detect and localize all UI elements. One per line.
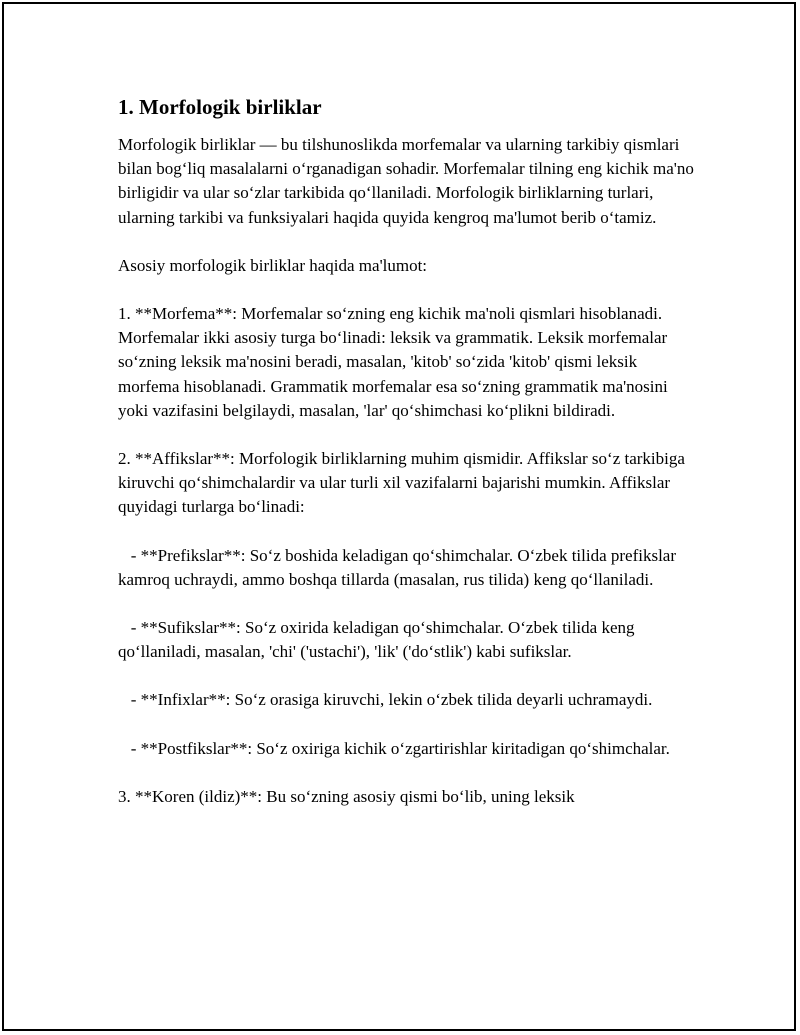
section-heading: 1. Morfologik birliklar [118, 95, 322, 119]
infixlar-item: - **Infixlar**: So‘z orasiga kiruvchi, lekin o‘zbek tilida deyarli uchramaydi. [118, 690, 653, 710]
intro-paragraph: Morfologik birliklar — bu tilshunoslikda morfemalar va ularning tarkibiy qismlari bilan bog‘liq masalalarni o‘rganadigan sohadir. Morfemalar tilning eng kichik ma'no birligidir va ular so‘zlar tarkibida qo‘llaniladi. Morfologik birliklarning turlari, ularning tarkibi va funksiyalari haqida quyida kengroq ma'lumot berib o‘tamiz. [118, 135, 699, 227]
postfikslar-item: - **Postfikslar**: So‘z oxiriga kichik o‘zgartirishlar kiritadigan qo‘shimchalar. [118, 738, 670, 758]
document-body [118, 94, 698, 833]
sufikslar-item: - **Sufikslar**: So‘z oxirida keladigan qo‘shimchalar. O‘zbek tilida keng qo‘llaniladi, masalan, 'chi' ('ustachi'), 'lik' ('do‘stlik') kabi sufikslar. [118, 618, 639, 662]
affikslar-paragraph: 2. **Affikslar**: Morfologik birliklarning muhim qismidir. Affikslar so‘z tarkibiga kiruvchi qo‘shimchalardir va ular turli xil vazifalarni bajarishi mumkin. Affikslar quyidagi turlarga bo‘linadi: [118, 449, 690, 517]
prefikslar-item: - **Prefikslar**: So‘z boshida keladigan qo‘shimchalar. O‘zbek tilida prefikslar kamroq uchraydi, ammo boshqa tillarda (masalan, rus tilida) keng qo‘llaniladi. [118, 545, 681, 589]
morfema-paragraph: 1. **Morfema**: Morfemalar so‘zning eng kichik ma'noli qismlari hisoblanadi. Morfemalar ikki asosiy turga bo‘linadi: leksik va grammatik. Leksik morfemalar so‘zning leksik ma'nosini beradi, masalan, 'kitob' so‘zida 'kitob' qismi leksik morfema hisoblanadi. Grammatik morfemalar esa so‘zning grammatik ma'nosini yoki vazifasini belgilaydi, masalan, 'lar' qo‘shimchasi ko‘plikni bildiradi. [118, 304, 672, 420]
overview-line: Asosiy morfologik birliklar haqida ma'lumot: [118, 255, 428, 275]
koren-paragraph: 3. **Koren (ildiz)**: Bu so‘zning asosiy qismi bo‘lib, uning leksik [118, 786, 575, 806]
